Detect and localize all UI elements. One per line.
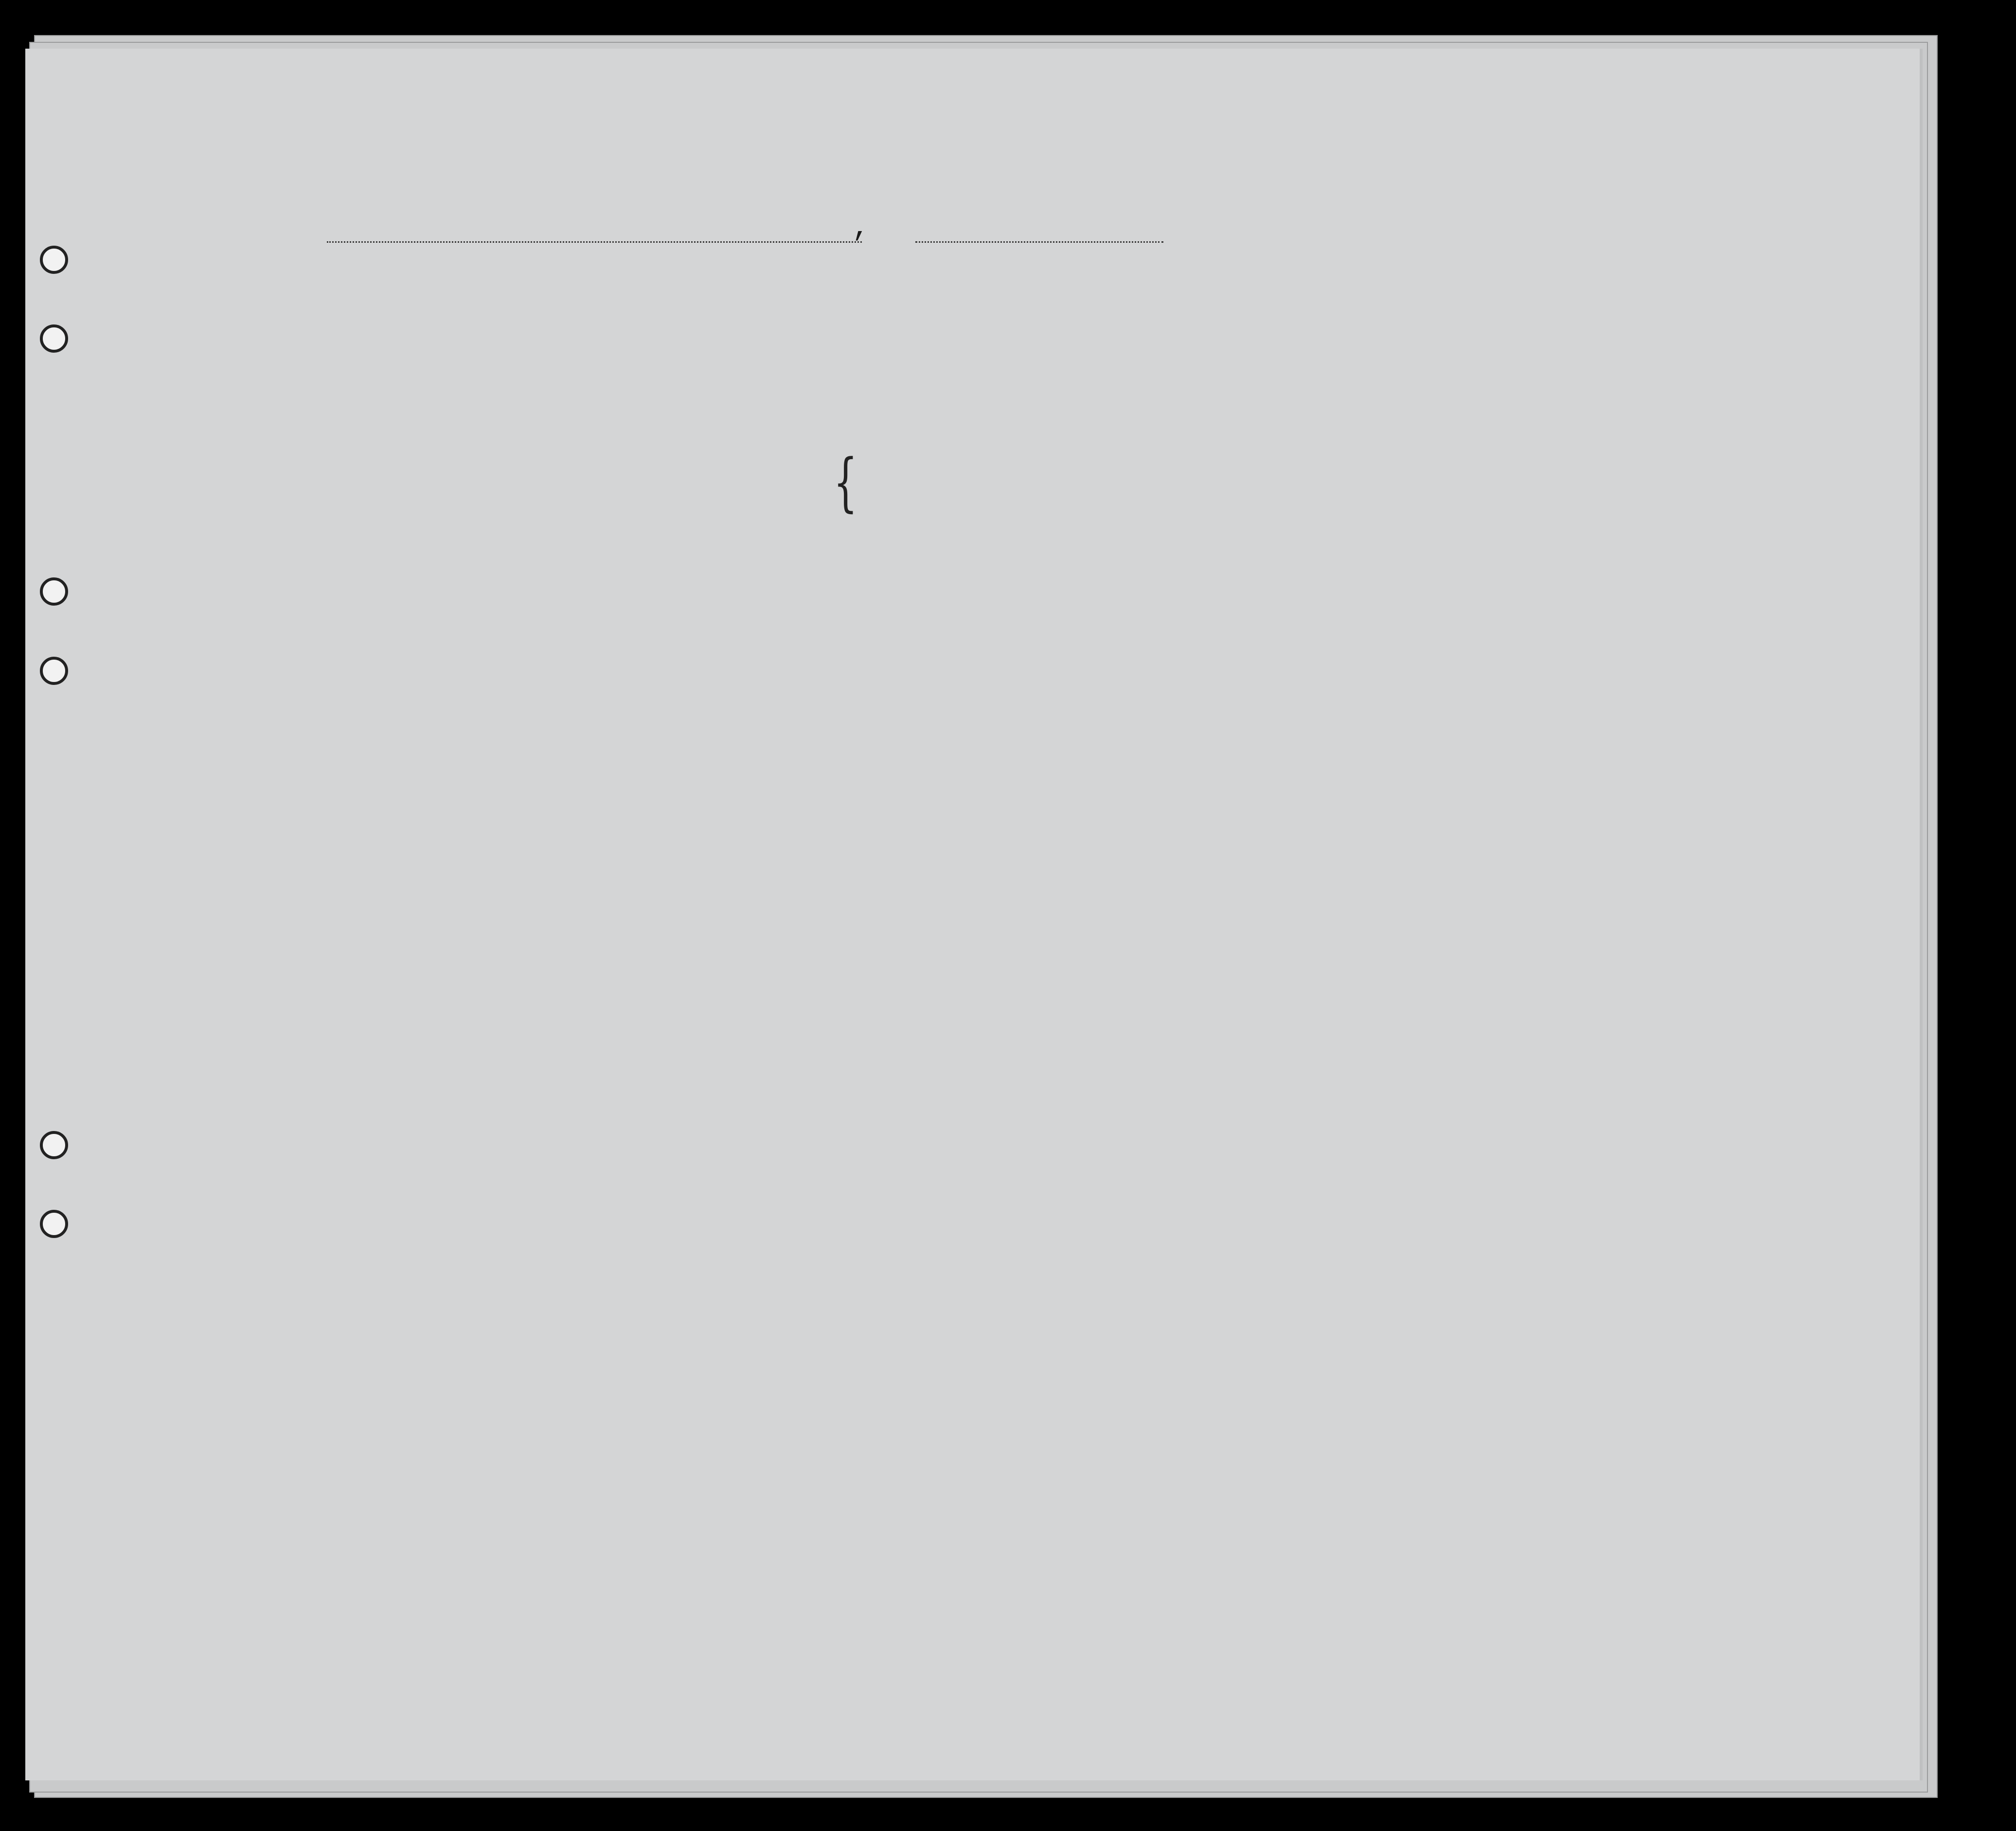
header-ticket: [555, 302, 585, 404]
header-fifty-dollars: [683, 302, 710, 404]
header-col25: [1231, 311, 1258, 404]
brace-mark: {: [833, 445, 858, 519]
header-col30: [1393, 311, 1422, 404]
header-purpose-citizen: [1183, 319, 1227, 404]
header-col29: [1358, 311, 1385, 404]
header-col26: [1262, 311, 1279, 404]
header-purpose-return: [1081, 319, 1124, 404]
header-feet: [1591, 365, 1606, 404]
header-col28: [1309, 311, 1353, 404]
header-col27: [1285, 311, 1302, 404]
header-inches: [1610, 365, 1624, 404]
comma-sep: ,: [852, 212, 870, 245]
manifest-table: [25, 49, 1920, 1780]
manifest-sheet: [25, 49, 1923, 1780]
header-purpose-length: [1132, 319, 1176, 404]
